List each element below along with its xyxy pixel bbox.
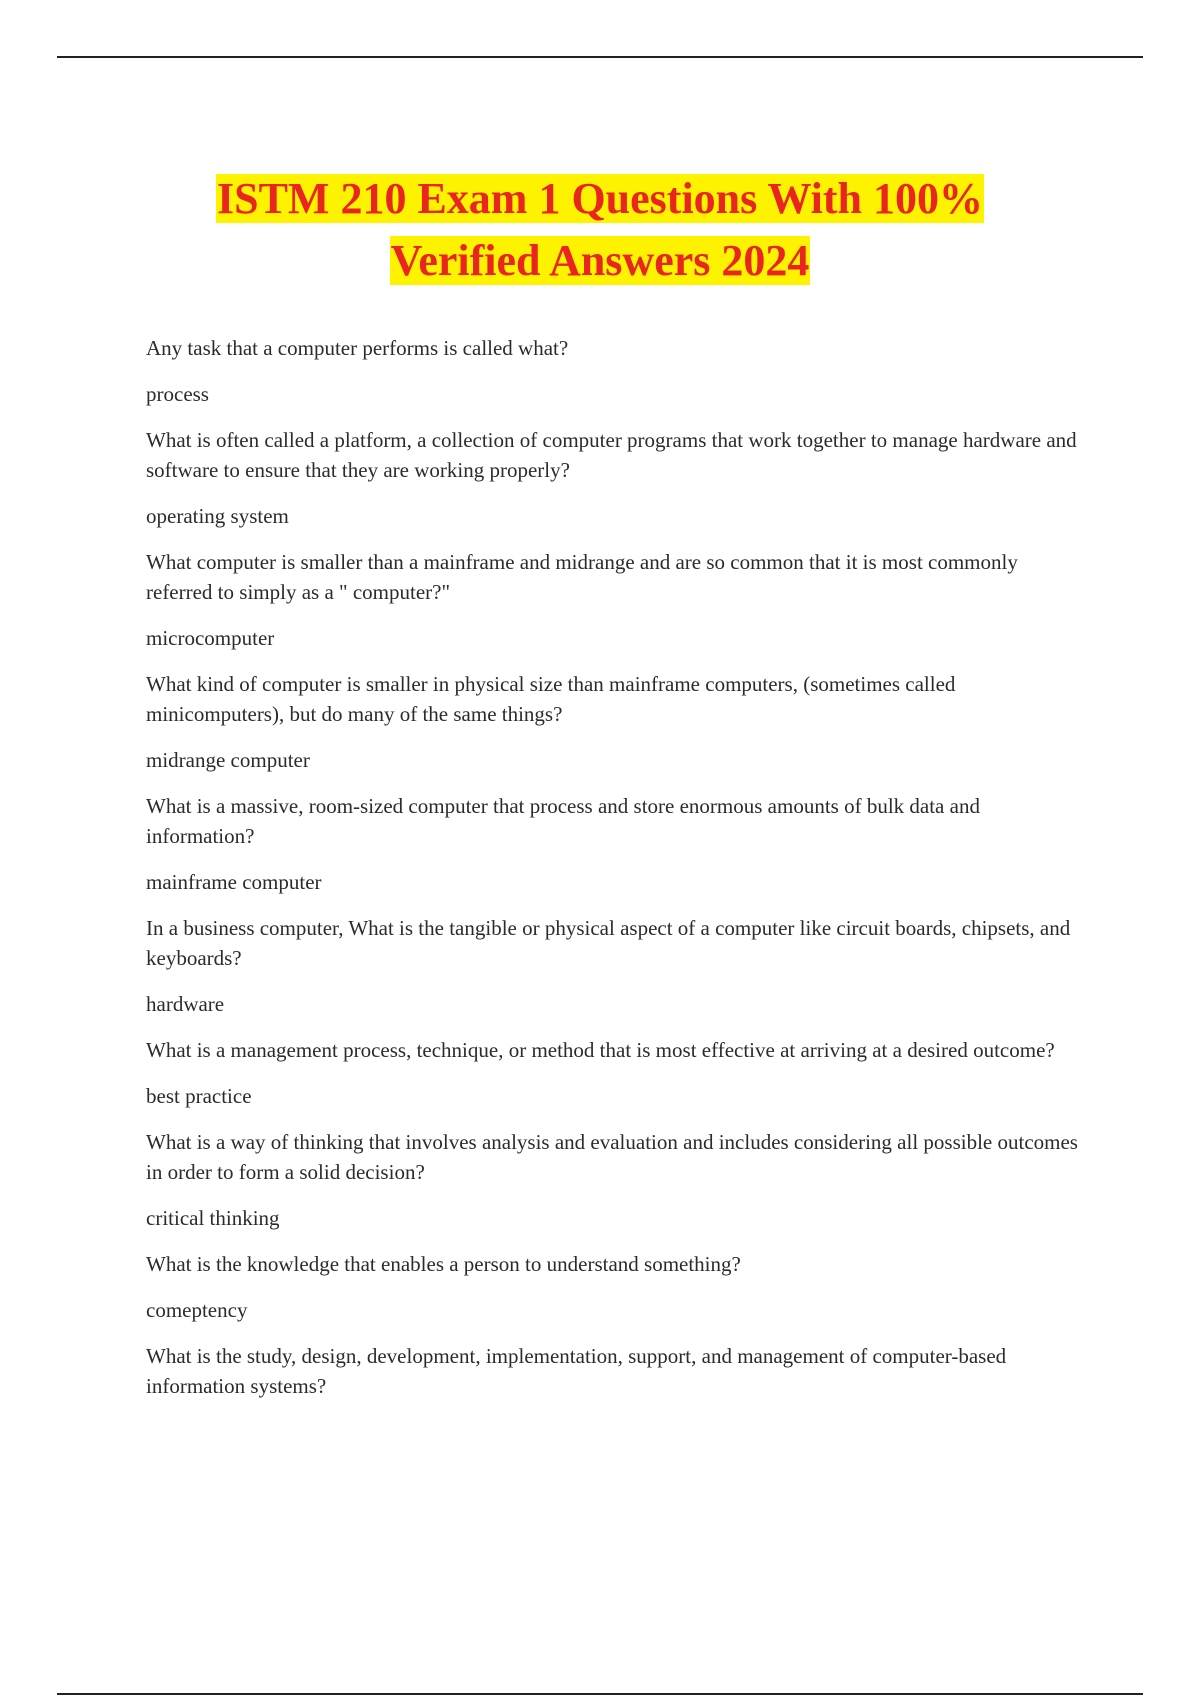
answer-8: critical thinking — [146, 1206, 280, 1230]
question-8: What is a way of thinking that involves analysis and evaluation and includes considering all possible outcomes in order to form a solid decision? — [146, 1130, 1078, 1184]
question-5: What is a massive, room-sized computer that process and store enormous amounts of bulk data and information? — [146, 794, 980, 848]
question-10: What is the study, design, development, implementation, support, and management of computer-based information systems? — [146, 1344, 1007, 1398]
answer-2: operating system — [146, 504, 289, 528]
question-6: In a business computer, What is the tangible or physical aspect of a computer like circuit boards, chipsets, and keyboards? — [146, 916, 1071, 970]
answer-5: mainframe computer — [146, 870, 322, 894]
question-9: What is the knowledge that enables a person to understand something? — [146, 1252, 741, 1276]
answer-4: midrange computer — [146, 748, 310, 772]
question-7: What is a management process, technique, or method that is most effective at arriving at a desired outcome? — [146, 1038, 1055, 1062]
question-2: What is often called a platform, a collection of computer programs that work together to manage hardware and software to ensure that they are working properly? — [146, 428, 1077, 482]
title-line-2: Verified Answers 2024 — [390, 236, 810, 285]
question-4: What kind of computer is smaller in physical size than mainframe computers, (sometimes called minicomputers), but do many of the same things? — [146, 672, 956, 726]
answer-1: process — [146, 382, 209, 406]
title-line-1: ISTM 210 Exam 1 Questions With 100% — [216, 174, 984, 223]
bottom-rule — [57, 1693, 1143, 1695]
document-title — [0, 168, 1200, 292]
question-3: What computer is smaller than a mainframe and midrange and are so common that it is most commonly referred to simply as a " computer?" — [146, 550, 1018, 604]
answer-6: hardware — [146, 992, 225, 1016]
answer-3: microcomputer — [146, 626, 275, 650]
answer-9: comeptency — [146, 1298, 248, 1322]
answer-7: best practice — [146, 1084, 252, 1108]
qa-list — [146, 333, 1086, 1417]
question-1: Any task that a computer performs is called what? — [146, 336, 569, 360]
top-rule — [57, 56, 1143, 58]
